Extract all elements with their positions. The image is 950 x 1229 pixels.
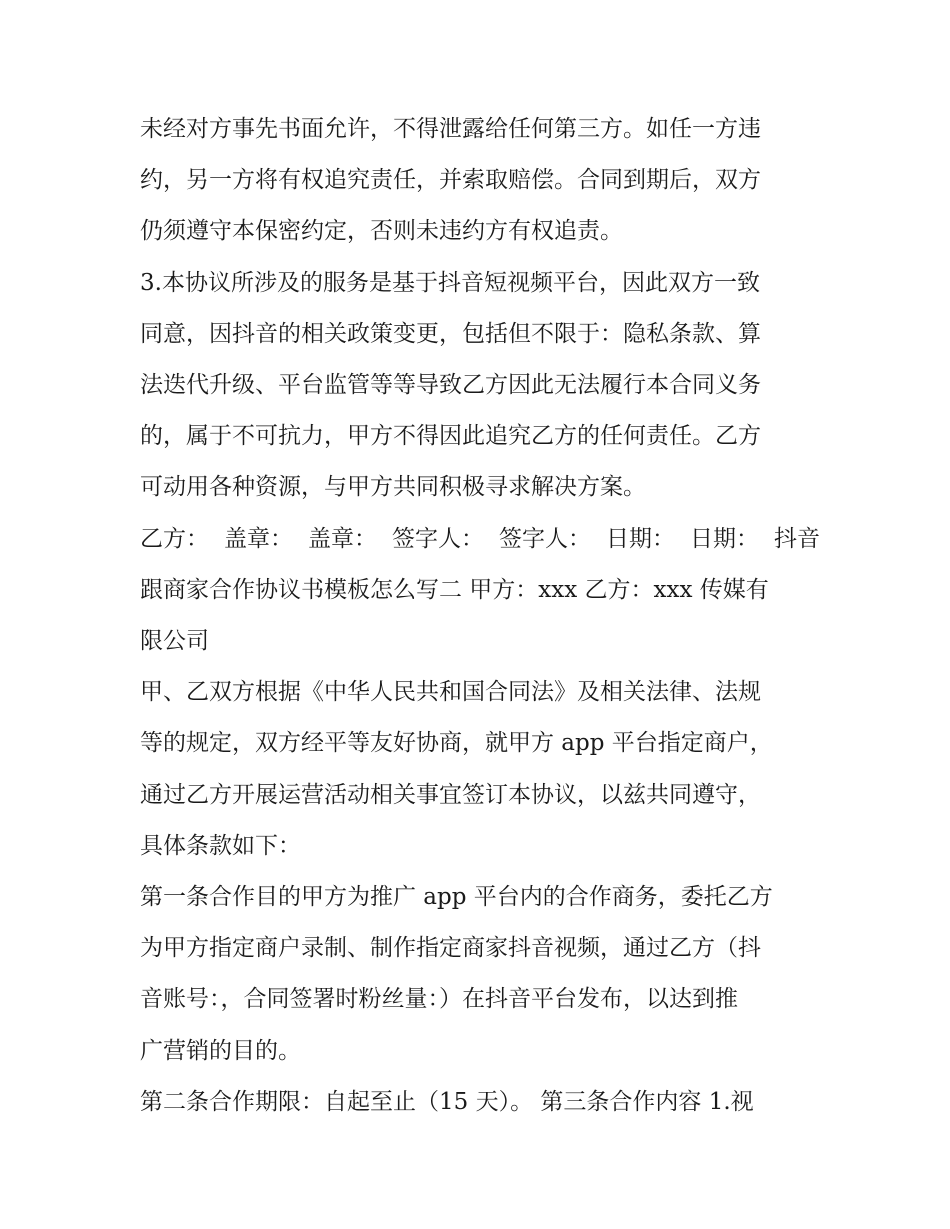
text-line: 限公司 — [140, 628, 209, 655]
paragraph-signature-and-title — [140, 514, 820, 668]
title-start-text: 抖音 — [774, 525, 820, 552]
signature-seal-label: 盖章： — [308, 525, 377, 552]
text-line: 的，属于不可抗力，甲方不得因此追究乙方的任何责任。乙方 — [140, 423, 761, 450]
text-line: 同意，因抖音的相关政策变更，包括但不限于：隐私条款、算 — [140, 320, 761, 347]
text-line: 为甲方指定商户录制、制作指定商家抖音视频，通过乙方（抖 — [140, 935, 761, 962]
text-line: 甲、乙双方根据《中华人民共和国合同法》及相关法律、法规 — [140, 679, 761, 706]
paragraph-force-majeure — [140, 258, 820, 514]
text-line: 广营销的目的。 — [140, 1037, 301, 1064]
paragraph-article-2-3 — [140, 1077, 820, 1128]
signature-signer-label: 签字人： — [499, 525, 591, 552]
text-line: 3.本协议所涉及的服务是基于抖音短视频平台，因此双方一致 — [140, 269, 760, 296]
text-line: 通过乙方开展运营活动相关事宜签订本协议，以兹共同遵守， — [140, 781, 761, 808]
text-line: 未经对方事先书面允许，不得泄露给任何第三方。如任一方违 — [140, 116, 761, 142]
signature-line — [140, 514, 820, 565]
signature-date-label: 日期： — [690, 525, 759, 552]
signature-party-b-label: 乙方： — [140, 525, 209, 552]
text-line: 等的规定，双方经平等友好协商，就甲方 app 平台指定商户， — [140, 730, 773, 757]
signature-date-label: 日期： — [606, 525, 675, 552]
paragraph-article-1 — [140, 872, 820, 1077]
paragraph-confidentiality — [140, 104, 820, 258]
paragraph-preamble — [140, 667, 820, 872]
text-line: 约，另一方将有权追究责任，并索取赔偿。合同到期后，双方 — [140, 167, 761, 194]
document-body — [140, 104, 820, 1128]
text-line: 音账号：，合同签署时粉丝量：）在抖音平台发布，以达到推 — [140, 986, 738, 1013]
text-line: 仍须遵守本保密约定，否则未违约方有权追责。 — [140, 218, 623, 245]
text-line: 第二条合作期限：自起至止（15 天）。 第三条合作内容 1.视 — [140, 1088, 754, 1115]
signature-seal-label: 盖章： — [224, 525, 293, 552]
signature-signer-label: 签字人： — [392, 525, 484, 552]
text-line: 跟商家合作协议书模板怎么写二 甲方：xxx 乙方：xxx 传媒有 — [140, 576, 769, 603]
text-line: 第一条合作目的甲方为推广 app 平台内的合作商务，委托乙方 — [140, 884, 773, 911]
text-line: 可动用各种资源，与甲方共同积极寻求解决方案。 — [140, 474, 646, 501]
text-line: 法迭代升级、平台监管等等导致乙方因此无法履行本合同义务 — [140, 372, 761, 399]
text-line: 具体条款如下： — [140, 832, 301, 859]
